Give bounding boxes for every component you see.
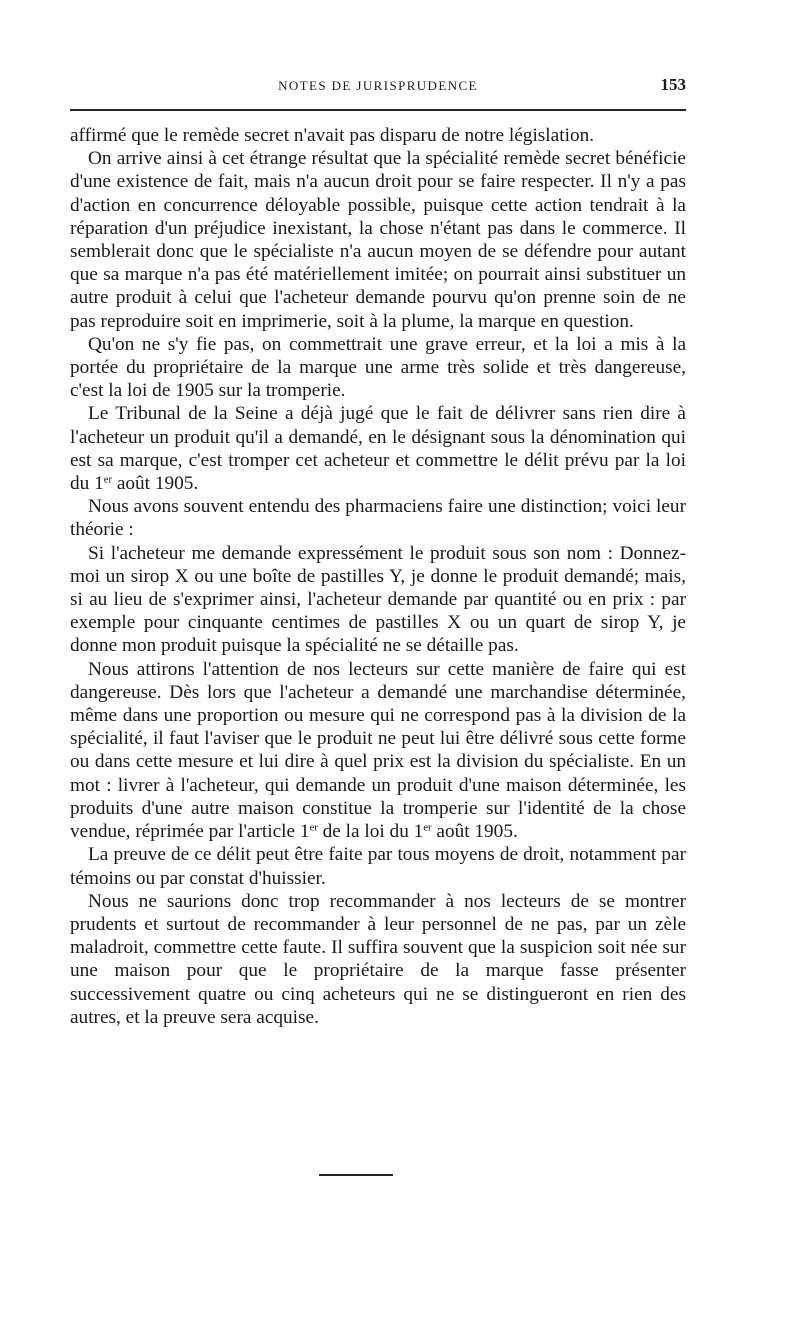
article-body	[70, 124, 686, 1029]
paragraph: La preuve de ce délit peut être faite par tous moyens de droit, notamment par témoins ou par constat d'huissier.	[70, 844, 686, 889]
superscript: er	[103, 474, 112, 486]
paragraph	[70, 402, 686, 495]
paragraph: Nous avons souvent entendu des pharmaciens faire une distinction; voici leur théorie :	[70, 496, 686, 541]
superscript: er	[423, 822, 432, 834]
paragraph-text: août 1905.	[431, 821, 518, 843]
paragraph	[70, 658, 686, 844]
paragraph: Qu'on ne s'y fie pas, on commettrait une grave erreur, et la loi a mis à la portée du propriétaire de la marque une arme très solide et très dangereuse, c'est la loi de 1905 sur la tromperie.	[70, 333, 686, 402]
page-number: 153	[660, 75, 686, 94]
paragraph: Nous ne saurions donc trop recommander à nos lecteurs de se montrer prudents et surtout de recommander à leur personnel de ne pas, par un zèle maladroit, commettre cette faute. Il suffira souvent que la suspicion soit née sur une maison pour que le propriétaire de la marque fasse présenter successivement quatre ou cinq acheteurs qui ne se distingueront en rien des autres, et la preuve sera acquise.	[70, 890, 686, 1028]
paragraph-text: Nous attirons l'attention de nos lecteurs sur cette manière de faire qui est dangereuse. Dès lors que l'acheteur a demandé une marchandise déterminée, même dans une proportion ou mesure qui ne correspond pas à la division de la spécialité, il faut l'aviser que le produit ne peut lui être délivré sous cette forme ou dans cette mesure et lui dire à quel prix est la division du spécialiste. En un mot : livrer à l'acheteur, qui demande un produit d'une maison déterminée, les produits d'une autre maison constitue la tromperie sur l'identité de la chose vendue, réprimée par l'article 1	[70, 658, 686, 843]
header-rule	[70, 109, 686, 111]
superscript: er	[309, 822, 318, 834]
running-title: NOTES DE JURISPRUDENCE	[278, 78, 478, 93]
page-header	[70, 76, 686, 100]
end-rule	[319, 1174, 393, 1176]
paragraph-text: de la loi du 1	[317, 821, 424, 843]
paragraph-text: Le Tribunal de la Seine a déjà jugé que le fait de délivrer sans rien dire à l'acheteur un produit qu'il a demandé, en le désignant sous la dénomination qui est sa marque, c'est tromper cet acheteur et commettre le délit prévu par la loi du 1	[70, 403, 686, 495]
paragraph: affirmé que le remède secret n'avait pas disparu de notre législation.	[70, 125, 595, 146]
paragraph: Si l'acheteur me demande expressément le produit sous son nom : Donnez-moi un sirop X ou une boîte de pastilles Y, je donne le produit demandé; mais, si au lieu de s'exprimer ainsi, l'acheteur demande par quantité ou en prix : par exemple pour cinquante centimes de pastilles X ou un quart de sirop Y, je donne mon produit puisque la spécialité ne se détaille pas.	[70, 542, 686, 657]
paragraph-text: août 1905.	[112, 473, 199, 495]
paragraph: On arrive ainsi à cet étrange résultat que la spécialité remède secret bénéficie d'une existence de fait, mais n'a aucun droit pour se faire respecter. Il n'y a pas d'action en concurrence déloyable possible, puisque cette action tendrait à la réparation d'un préjudice inexistant, la chose n'étant pas dans le commerce. Il semblerait donc que le spécialiste n'a aucun moyen de se défendre pour autant que sa marque n'a pas été matériellement imitée; on pourrait ainsi substituer un autre produit à celui que l'acheteur demande pourvu qu'on prenne soin de ne pas reproduire soit en imprimerie, soit à la plume, la marque en question.	[70, 148, 686, 332]
